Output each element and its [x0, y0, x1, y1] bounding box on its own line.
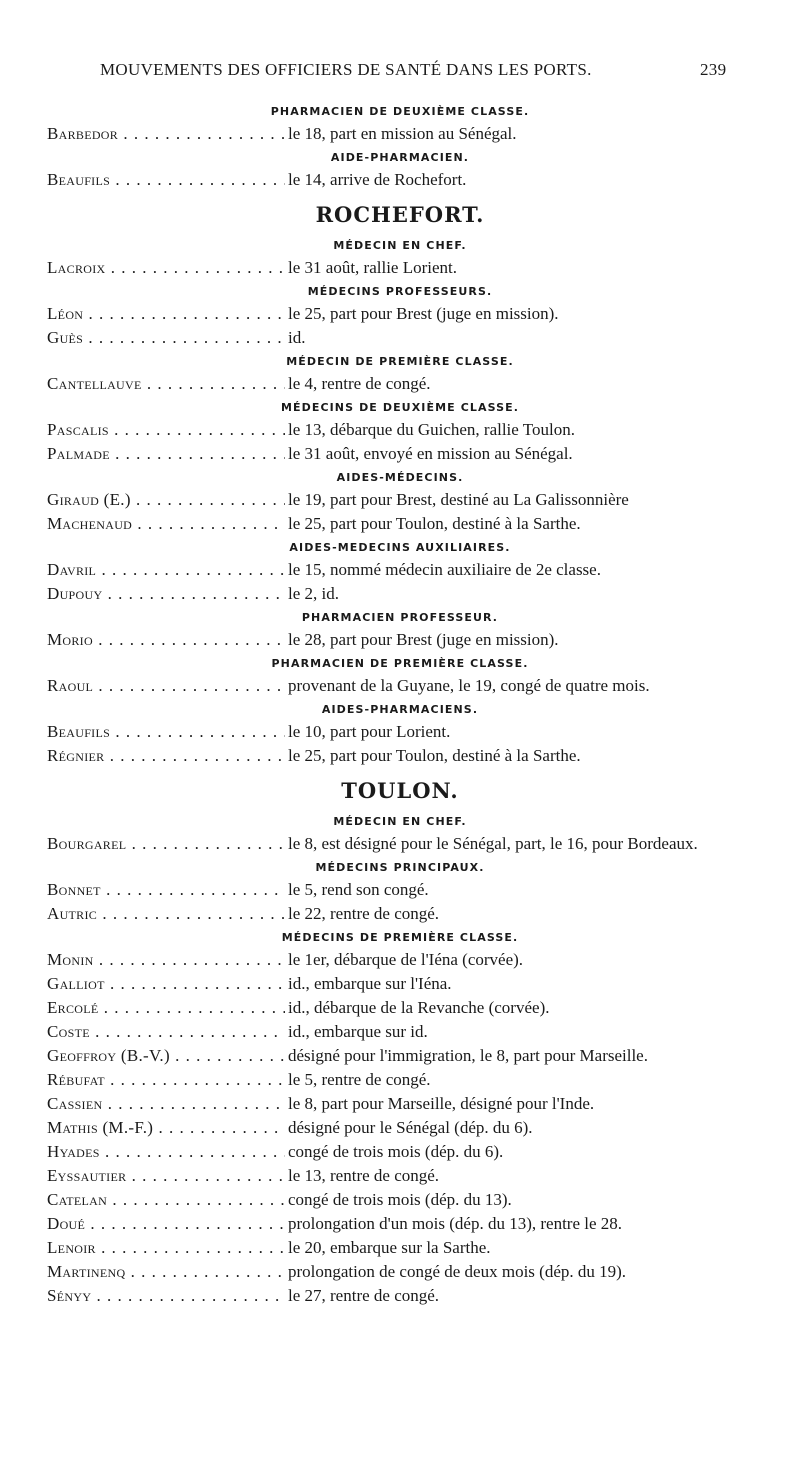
section-heading	[0, 810, 800, 832]
movement-detail: le 13, rentre de congé.	[288, 1166, 440, 1185]
section-heading	[0, 466, 800, 488]
movement-detail: le 27, rentre de congé.	[288, 1286, 440, 1305]
officer-name: Geoffroy (B.-V.) . . .	[47, 1044, 285, 1068]
officer-name: Bonnet . . .	[47, 878, 285, 902]
movement-detail: le 13, débarque du Guichen, rallie Toulon.	[288, 420, 575, 439]
officer-name: Galliot . . .	[47, 972, 285, 996]
movement-detail: le 10, part pour Lorient.	[288, 722, 451, 741]
section-heading	[0, 926, 800, 948]
section-heading	[0, 146, 800, 168]
movement-detail: id., embarque sur id.	[288, 1022, 428, 1041]
officer-entry	[0, 512, 800, 536]
officer-entry	[0, 902, 800, 926]
officer-entry	[0, 972, 800, 996]
officer-name: Dupouy . . .	[47, 582, 285, 606]
port-heading-text: TOULON.	[341, 778, 459, 803]
officer-name: Sényy . . .	[47, 1284, 285, 1308]
officer-entry	[0, 418, 800, 442]
port-heading	[0, 192, 800, 234]
movement-detail: provenant de la Guyane, le 19, congé de quatre mois.	[288, 676, 650, 695]
section-heading	[0, 234, 800, 256]
movement-detail: congé de trois mois (dép. du 6).	[288, 1142, 504, 1161]
officer-entry	[0, 256, 800, 280]
movement-detail: le 5, rentre de congé.	[288, 1070, 431, 1089]
movement-detail: prolongation d'un mois (dép. du 13), rentre le 28.	[288, 1214, 623, 1233]
officer-entry	[0, 1164, 800, 1188]
officer-name: Pascalis . . .	[47, 418, 285, 442]
officer-entry	[0, 1236, 800, 1260]
section-heading-text: AIDES-PHARMACIENS.	[321, 703, 479, 716]
officer-name: Ercolé . . .	[47, 996, 285, 1020]
officer-entry	[0, 122, 800, 146]
officer-name: Palmade . . .	[47, 442, 285, 466]
officer-entry	[0, 1260, 800, 1284]
section-heading	[0, 652, 800, 674]
officer-name: Régnier . . .	[47, 744, 285, 768]
officer-entry	[0, 628, 800, 652]
officer-entry	[0, 720, 800, 744]
officer-entry	[0, 1116, 800, 1140]
officer-entry	[0, 1068, 800, 1092]
movement-detail: le 25, part pour Toulon, destiné à la Sarthe.	[288, 746, 581, 765]
officer-entry	[0, 302, 800, 326]
officer-name: Giraud (E.) . . .	[47, 488, 285, 512]
section-heading-text: AIDE-PHARMACIEN.	[330, 151, 470, 164]
officer-entry	[0, 1188, 800, 1212]
officer-name: Guès . . .	[47, 326, 285, 350]
section-heading-text: MÉDECINS DE DEUXIÈME CLASSE.	[280, 401, 520, 414]
section-heading-text: AIDES-MÉDECINS.	[336, 471, 464, 484]
officer-name: Hyades . . .	[47, 1140, 285, 1164]
section-heading-text: PHARMACIEN DE DEUXIÈME CLASSE.	[270, 105, 530, 118]
section-heading	[0, 280, 800, 302]
officer-name: Cassien . . .	[47, 1092, 285, 1116]
section-heading-text: MÉDECINS PRINCIPAUX.	[315, 861, 485, 874]
officer-name: Léon . . .	[47, 302, 285, 326]
officer-entry	[0, 948, 800, 972]
officer-entry	[0, 674, 800, 698]
section-heading-text: PHARMACIEN DE PREMIÈRE CLASSE.	[271, 657, 529, 670]
section-heading-text: MÉDECINS PROFESSEURS.	[307, 285, 493, 298]
movement-detail: le 2, id.	[288, 584, 339, 603]
movement-detail: le 1er, débarque de l'Iéna (corvée).	[288, 950, 524, 969]
section-heading	[0, 100, 800, 122]
page-body	[0, 100, 800, 1308]
officer-name: Catelan . . .	[47, 1188, 285, 1212]
officer-name: Coste . . .	[47, 1020, 285, 1044]
officer-name: Barbedor . . .	[47, 122, 285, 146]
movement-detail: le 31 août, rallie Lorient.	[288, 258, 457, 277]
officer-name: Beaufils . . .	[47, 720, 285, 744]
officer-entry	[0, 558, 800, 582]
movement-detail: désigné pour le Sénégal (dép. du 6).	[288, 1118, 533, 1137]
movement-detail: le 15, nommé médecin auxiliaire de 2e classe.	[288, 560, 601, 579]
movement-detail: le 8, est désigné pour le Sénégal, part, le 16, pour Bordeaux.	[288, 834, 698, 853]
section-heading	[0, 350, 800, 372]
port-heading	[0, 768, 800, 810]
section-heading-text: PHARMACIEN PROFESSEUR.	[301, 611, 499, 624]
officer-name: Martinenq . . .	[47, 1260, 285, 1284]
section-heading	[0, 698, 800, 720]
port-heading-text: ROCHEFORT.	[315, 202, 485, 227]
officer-name: Lenoir . . .	[47, 1236, 285, 1260]
running-title: MOUVEMENTS DES OFFICIERS DE SANTÉ DANS LES PORTS.	[100, 60, 592, 79]
officer-name: Doué . . .	[47, 1212, 285, 1236]
section-heading	[0, 606, 800, 628]
running-header	[0, 60, 800, 86]
movement-detail: le 19, part pour Brest, destiné au La Galissonnière	[288, 490, 629, 509]
movement-detail: le 8, part pour Marseille, désigné pour l'Inde.	[288, 1094, 595, 1113]
officer-name: Lacroix . . .	[47, 256, 285, 280]
officer-entry	[0, 1044, 800, 1068]
movement-detail: le 5, rend son congé.	[288, 880, 429, 899]
officer-name: Raoul . . .	[47, 674, 285, 698]
movement-detail: le 25, part pour Toulon, destiné à la Sarthe.	[288, 514, 581, 533]
page-number: 239	[700, 60, 727, 79]
section-heading-text: MÉDECIN DE PREMIÈRE CLASSE.	[286, 355, 514, 368]
officer-name: Autric . . .	[47, 902, 285, 926]
section-heading-text: MÉDECINS DE PREMIÈRE CLASSE.	[281, 931, 519, 944]
section-heading	[0, 536, 800, 558]
movement-detail: le 31 août, envoyé en mission au Sénégal.	[288, 444, 573, 463]
officer-name: Machenaud . . .	[47, 512, 285, 536]
section-heading	[0, 856, 800, 878]
officer-entry	[0, 1284, 800, 1308]
officer-name: Monin . . .	[47, 948, 285, 972]
movement-detail: id., embarque sur l'Iéna.	[288, 974, 452, 993]
officer-entry	[0, 832, 800, 856]
officer-name: Eyssautier . . .	[47, 1164, 285, 1188]
movement-detail: le 25, part pour Brest (juge en mission).	[288, 304, 559, 323]
officer-name: Bourgarel . . .	[47, 832, 285, 856]
movement-detail: le 22, rentre de congé.	[288, 904, 440, 923]
movement-detail: id.	[288, 328, 306, 347]
movement-detail: prolongation de congé de deux mois (dép. du 19).	[288, 1262, 627, 1281]
section-heading	[0, 396, 800, 418]
officer-entry	[0, 582, 800, 606]
officer-entry	[0, 744, 800, 768]
movement-detail: congé de trois mois (dép. du 13).	[288, 1190, 512, 1209]
officer-entry	[0, 326, 800, 350]
movement-detail: id., débarque de la Revanche (corvée).	[288, 998, 550, 1017]
officer-entry	[0, 1092, 800, 1116]
officer-entry	[0, 1212, 800, 1236]
movement-detail: le 28, part pour Brest (juge en mission).	[288, 630, 559, 649]
movement-detail: le 20, embarque sur la Sarthe.	[288, 1238, 491, 1257]
movement-detail: le 18, part en mission au Sénégal.	[288, 124, 517, 143]
section-heading-text: MÉDECIN EN CHEF.	[333, 815, 467, 828]
movement-detail: le 14, arrive de Rochefort.	[288, 170, 467, 189]
officer-name: Davril . . .	[47, 558, 285, 582]
section-heading-text: MÉDECIN EN CHEF.	[333, 239, 467, 252]
officer-entry	[0, 996, 800, 1020]
officer-entry	[0, 1140, 800, 1164]
movement-detail: le 4, rentre de congé.	[288, 374, 431, 393]
officer-name: Cantellauve . . .	[47, 372, 285, 396]
section-heading-text: AIDES-MEDECINS AUXILIAIRES.	[289, 541, 511, 554]
officer-name: Mathis (M.-F.) . . .	[47, 1116, 285, 1140]
officer-entry	[0, 878, 800, 902]
officer-entry	[0, 168, 800, 192]
officer-name: Rébufat . . .	[47, 1068, 285, 1092]
officer-entry	[0, 1020, 800, 1044]
officer-entry	[0, 372, 800, 396]
officer-name: Morio . . .	[47, 628, 285, 652]
officer-entry	[0, 442, 800, 466]
officer-entry	[0, 488, 800, 512]
officer-name: Beaufils . . .	[47, 168, 285, 192]
movement-detail: désigné pour l'immigration, le 8, part pour Marseille.	[288, 1046, 648, 1065]
